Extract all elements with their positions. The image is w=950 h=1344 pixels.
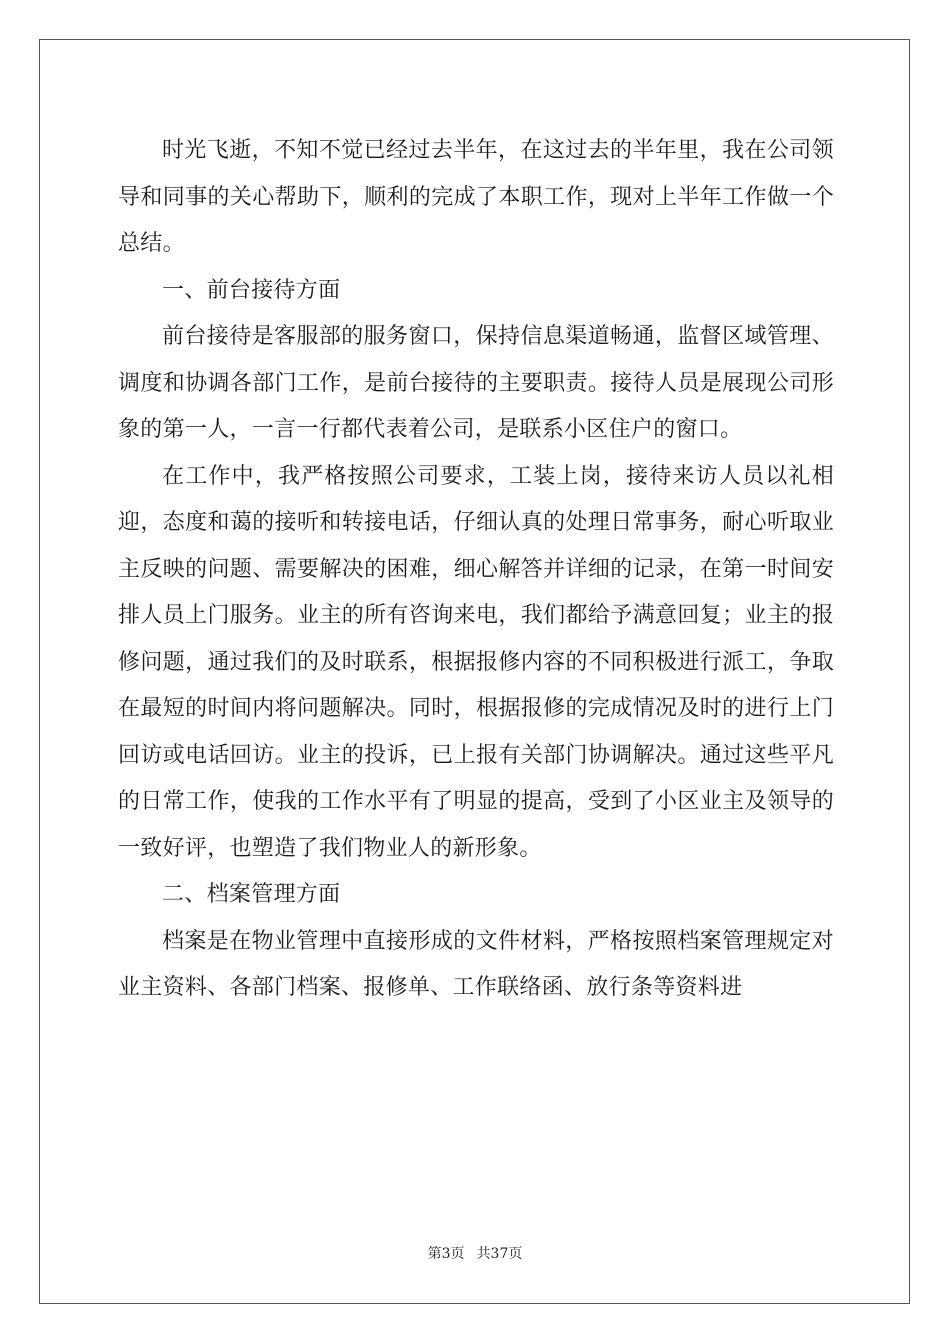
paragraph-reception-role: 前台接待是客服部的服务窗口，保持信息渠道畅通，监督区域管理、调度和协调各部门工作，是前台接待的主要职责。接待人员是展现公司形象的第一人，一言一行都代表着公司，是联系小区住户的窗口。 (118, 324, 834, 442)
document-body (118, 128, 834, 1012)
section-heading-archives: 二、档案管理方面 (162, 882, 341, 907)
page-number: 第3页 (427, 1246, 465, 1262)
page-footer (0, 1243, 950, 1263)
page-total: 共37页 (476, 1246, 523, 1262)
paragraph-reception-work: 在工作中，我严格按照公司要求，工装上岗，接待来访人员以礼相迎，态度和蔼的接听和转接电话，仔细认真的处理日常事务，耐心听取业主反映的问题、需要解决的困难，细心解答并详细的记录，在第一时间安排人员上门服务。业主的所有咨询来电，我们都给予满意回复；业主的报修问题，通过我们的及时联系，根据报修内容的不同积极进行派工，争取在最短的时间内将问题解决。同时，根据报修的完成情况及时的进行上门回访或电话回访。业主的投诉，已上报有关部门协调解决。通过这些平凡的日常工作，使我的工作水平有了明显的提高，受到了小区业主及领导的一致好评，也塑造了我们物业人的新形象。 (118, 463, 834, 861)
paragraph-intro: 时光飞逝，不知不觉已经过去半年，在这过去的半年里，我在公司领导和同事的关心帮助下，顺利的完成了本职工作，现对上半年工作做一个总结。 (118, 138, 834, 256)
paragraph-archives: 档案是在物业管理中直接形成的文件材料，严格按照档案管理规定对业主资料、各部门档案、报修单、工作联络函、放行条等资料进 (118, 928, 834, 1000)
section-heading-reception: 一、前台接待方面 (162, 277, 341, 303)
